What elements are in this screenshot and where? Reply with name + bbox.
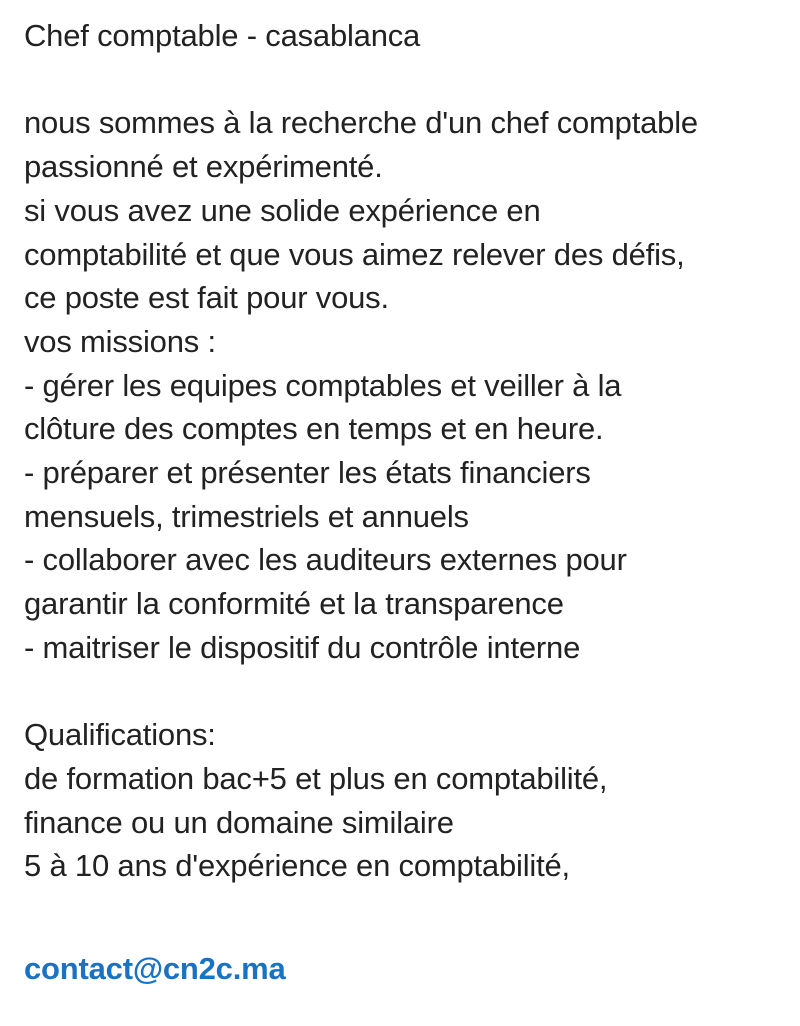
mission-line: - collaborer avec les auditeurs externes pour — [24, 542, 627, 578]
qualification-line: 5 à 10 ans d'expérience en comptabilité, — [24, 848, 570, 884]
mission-line: mensuels, trimestriels et annuels — [24, 498, 469, 534]
description-line: passionné et expérimenté. — [24, 149, 383, 185]
mission-line: garantir la conformité et la transparence — [24, 586, 564, 622]
description-line: comptabilité et que vous aimez relever des défis, — [24, 236, 685, 272]
mission-line: - maitriser le dispositif du contrôle interne — [24, 629, 581, 665]
qualifications-heading: Qualifications: — [24, 717, 216, 753]
contact-email-link[interactable]: contact@cn2c.ma — [24, 950, 286, 986]
description-line: si vous avez une solide expérience en — [24, 192, 541, 228]
spacer — [24, 670, 794, 714]
qualification-line: finance ou un domaine similaire — [24, 804, 454, 840]
mission-line: clôture des comptes en temps et en heure. — [24, 411, 604, 447]
mission-line: - préparer et présenter les états financiers — [24, 455, 591, 491]
job-title: Chef comptable - casablanca — [24, 18, 421, 53]
spacer — [24, 58, 794, 102]
spacer — [24, 888, 794, 932]
description-line: nous sommes à la recherche d'un chef comptable — [24, 105, 698, 141]
description-line: ce poste est fait pour vous. — [24, 280, 389, 316]
job-post — [24, 14, 794, 990]
mission-line: - gérer les equipes comptables et veiller à la — [24, 367, 622, 403]
qualification-line: de formation bac+5 et plus en comptabilité, — [24, 760, 608, 796]
missions-heading: vos missions : — [24, 323, 216, 359]
